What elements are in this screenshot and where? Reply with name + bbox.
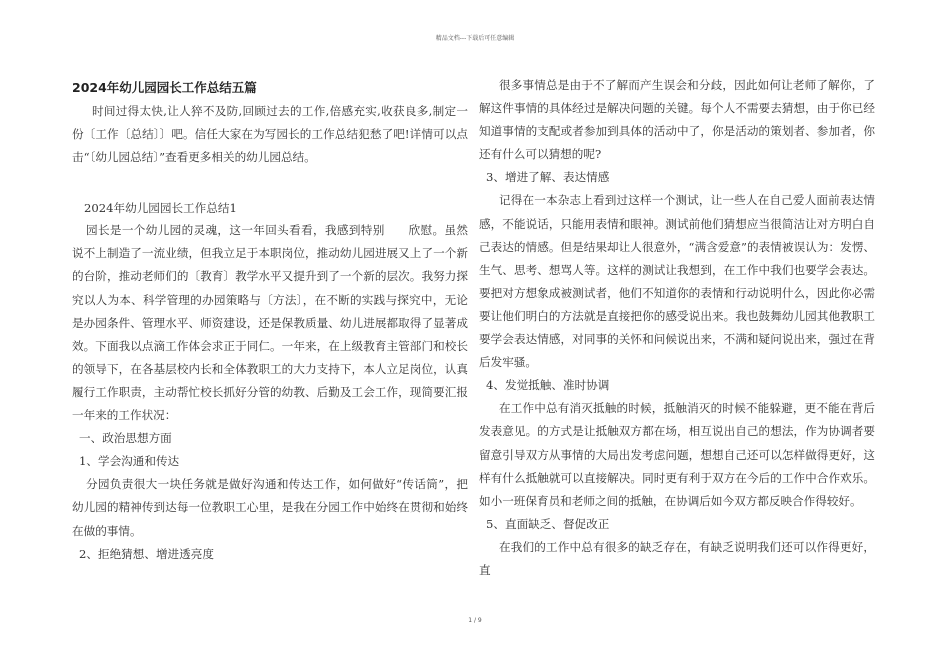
body-paragraph: 分园负责很大一块任务就是做好沟通和传达工作，如何做好“传话筒”，把幼儿园的精神传到达每一位教职工心里，是我在分园工作中始终在贯彻和始终在做的事情。 (72, 477, 468, 538)
section-heading: 3、增进了解、表达情感 (486, 170, 610, 185)
body-paragraph: 园长是一个幼儿园的灵魂，这一年回头看看，我感到特别 欣慰。虽然说不上制造了一流业绩，但我立足于本职岗位，推动幼儿园进展又上了一个新的台阶，推动老师们的〔教育〕教学水平又提升到了一个新的层次。我努力探究以人为本、科学管理的办园策略与〔方法〕，在不断的实践与探究中，无论是办园条件、管理水平、师资建设，还是保教质量、幼儿进展都取得了显著成效。下面我以点滴工作体会求正于同仁。一年来，在上级教育主管部门和校长的领导下，在各基层校内长和全体教职工的大力支持下，本人立足岗位，认真履行工作职责，主动帮忙校长抓好分管的幼教、后勤及工会工作，现简要汇报一年来的工作状况： (72, 223, 468, 423)
left-column (72, 78, 468, 566)
right-column (479, 74, 875, 582)
section-heading: 2、拒绝猜想、增进透亮度 (79, 546, 214, 561)
page-number: 1 / 9 (468, 617, 482, 624)
page-header: 精品文档---下载后可任意编辑 (435, 35, 515, 42)
section-heading: 4、发觉抵触、准时协调 (486, 378, 610, 393)
spacer (72, 169, 468, 197)
document-title: 2024年幼儿园园长工作总结五篇 (72, 80, 257, 95)
section-heading: 一、政治思想方面 (79, 431, 172, 446)
body-paragraph: 很多事情总是由于不了解而产生误会和分歧，因此如何让老师了解你，了解这件事情的具体经过是解决问题的关键。每个人不需要去猜想，由于你已经知道事情的支配或者参加到具体的活动中了，你是活动的策划者、参加者，你还有什么可以猜想的呢? (479, 78, 875, 162)
section-heading: 1、学会沟通和传达 (79, 454, 180, 469)
body-paragraph: 记得在一本杂志上看到过这样一个测试，让一些人在自己爱人面前表达情感，不能说话，只能用表情和眼神。测试前他们猜想应当很简洁让对方明白自己表达的情感。但是结果却让人很意外，“满含爱意”的表情被误认为：发愣、生气、思考、想骂人等。这样的测试让我想到，在工作中我们也要学会表达。要把对方想象成被测试者，他们不知道你的表情和行动说明什么，因此你必需要让他们明白的方法就是直接把你的感受说出来。我也鼓舞幼儿园其他教职工要学会表达情感，对同事的关怀和问候说出来，不满和疑问说出来，强过在背后发牢骚。 (479, 193, 875, 370)
section-subtitle: 2024年幼儿园园长工作总结1 (84, 201, 237, 216)
section-heading: 5、直面缺乏、督促改正 (486, 516, 610, 531)
intro-paragraph: 时间过得太快,让人猝不及防,回顾过去的工作,倍感充实,收获良多,制定一份〔工作〔总结〕〕吧。信任大家在为写园长的工作总结犯愁了吧!详情可以点击“〔幼儿园总结〕”查看更多相关的幼儿园总结。 (72, 104, 468, 165)
body-paragraph: 在工作中总有消灭抵触的时候，抵触消灭的时候不能躲避，更不能在背后发表意见。的方式是让抵触双方都在场，相互说出自己的想法，作为协调者要留意引导双方从事情的大局出发考虑问题，想想自己还可以怎样做得更好，这样有什么抵触就可以直接解决。同时更有利于双方在今后的工作中合作欢乐。如小一班保育员和老师之间的抵触，在协调后如今双方都反映合作得较好。 (479, 401, 875, 508)
body-paragraph: 在我们的工作中总有很多的缺乏存在，有缺乏说明我们还可以作得更好，直 (479, 539, 875, 577)
